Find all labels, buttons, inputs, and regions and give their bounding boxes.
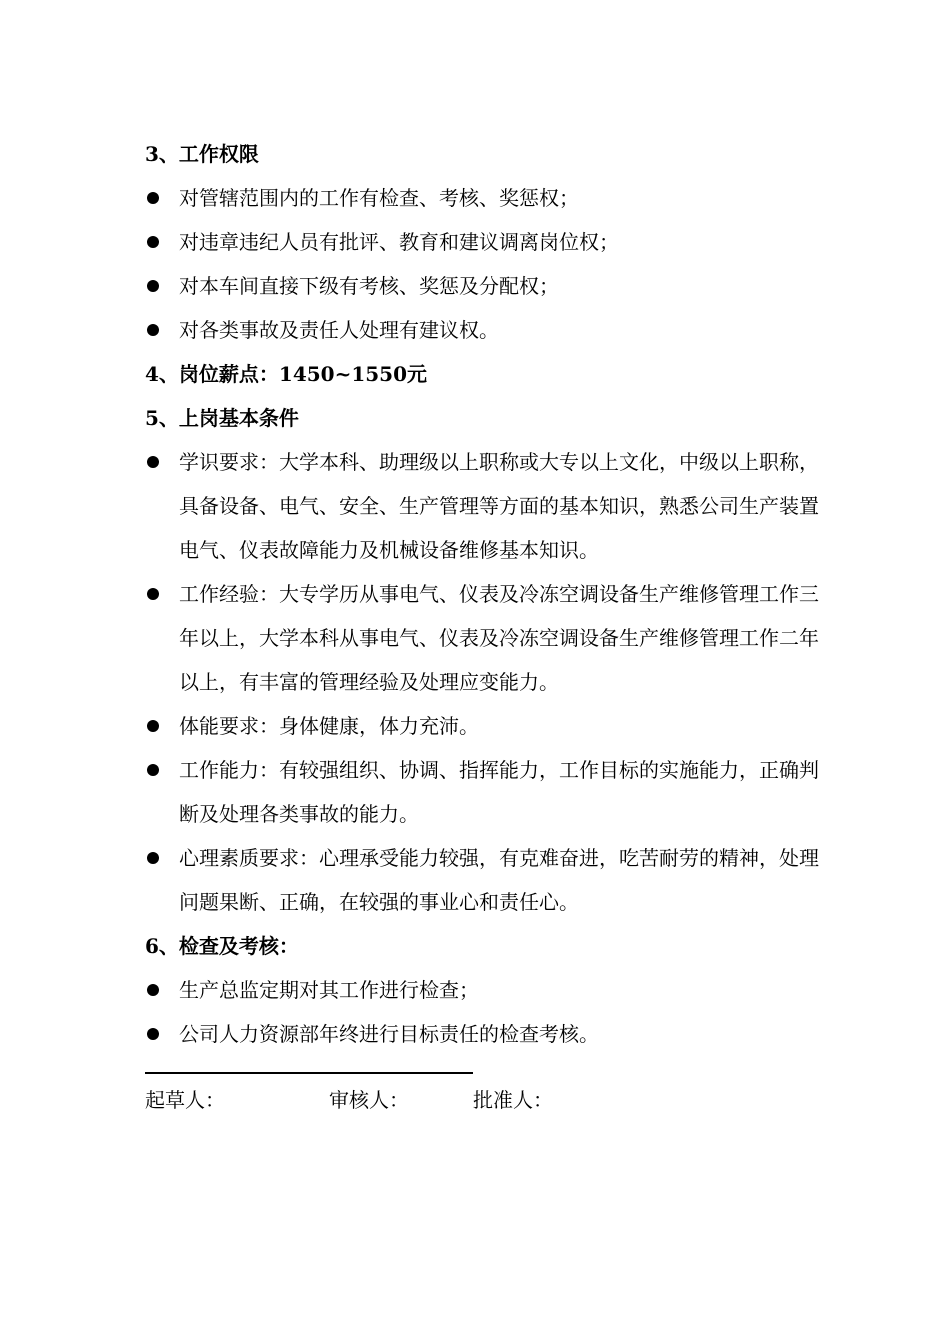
bullet-icon (147, 720, 159, 732)
list-item (145, 176, 825, 220)
list-item-text: 体能要求：身体健康，体力充沛。 (179, 714, 479, 738)
bullet-icon (147, 280, 159, 292)
section-heading: 3、工作权限 (145, 142, 259, 166)
list-item-text: 工作经验：大专学历从事电气、仪表及冷冻空调设备生产维修管理工作三年以上，大学本科从事电气、仪表及冷冻空调设备生产维修管理工作二年以上，有丰富的管理经验及处理应变能力。 (179, 582, 819, 694)
bullet-icon (147, 324, 159, 336)
list-item (145, 836, 825, 924)
list-item-text: 对管辖范围内的工作有检查、考核、奖惩权； (179, 186, 579, 210)
list-item (145, 308, 825, 352)
list-item-text: 对各类事故及责任人处理有建议权。 (179, 318, 499, 342)
signature-divider (145, 1072, 473, 1074)
bullet-icon (147, 236, 159, 248)
list-item (145, 220, 825, 264)
bullet-icon (147, 852, 159, 864)
section-heading: 4、岗位薪点：1450~1550元 (145, 362, 428, 386)
section-heading: 6、检查及考核： (145, 934, 299, 958)
list-item-text: 工作能力：有较强组织、协调、指挥能力，工作目标的实施能力，正确判断及处理各类事故的能力。 (179, 758, 819, 826)
list-item (145, 264, 825, 308)
list-item (145, 748, 825, 836)
document-body (145, 132, 825, 1122)
drafter-label: 起草人： (145, 1088, 225, 1112)
list-item (145, 440, 825, 572)
bullet-icon (147, 764, 159, 776)
list-item-text: 生产总监定期对其工作进行检查； (179, 978, 479, 1002)
list-item (145, 704, 825, 748)
bullet-icon (147, 588, 159, 600)
section-heading: 5、上岗基本条件 (145, 406, 299, 430)
approver-label: 批准人： (473, 1088, 553, 1112)
reviewer-label: 审核人： (329, 1088, 409, 1112)
bullet-icon (147, 1028, 159, 1040)
list-item (145, 1012, 825, 1056)
list-item-text: 心理素质要求：心理承受能力较强，有克难奋进，吃苦耐劳的精神，处理问题果断、正确，在较强的事业心和责任心。 (179, 846, 819, 914)
list-item-text: 对本车间直接下级有考核、奖惩及分配权； (179, 274, 559, 298)
list-item-text: 学识要求：大学本科、助理级以上职称或大专以上文化，中级以上职称，具备设备、电气、安全、生产管理等方面的基本知识，熟悉公司生产装置电气、仪表故障能力及机械设备维修基本知识。 (179, 450, 819, 562)
list-item-text: 对违章违纪人员有批评、教育和建议调离岗位权； (179, 230, 619, 254)
list-item (145, 968, 825, 1012)
list-item-text: 公司人力资源部年终进行目标责任的检查考核。 (179, 1022, 599, 1046)
bullet-icon (147, 192, 159, 204)
bullet-icon (147, 984, 159, 996)
bullet-icon (147, 456, 159, 468)
signature-row (145, 1078, 825, 1122)
list-item (145, 572, 825, 704)
